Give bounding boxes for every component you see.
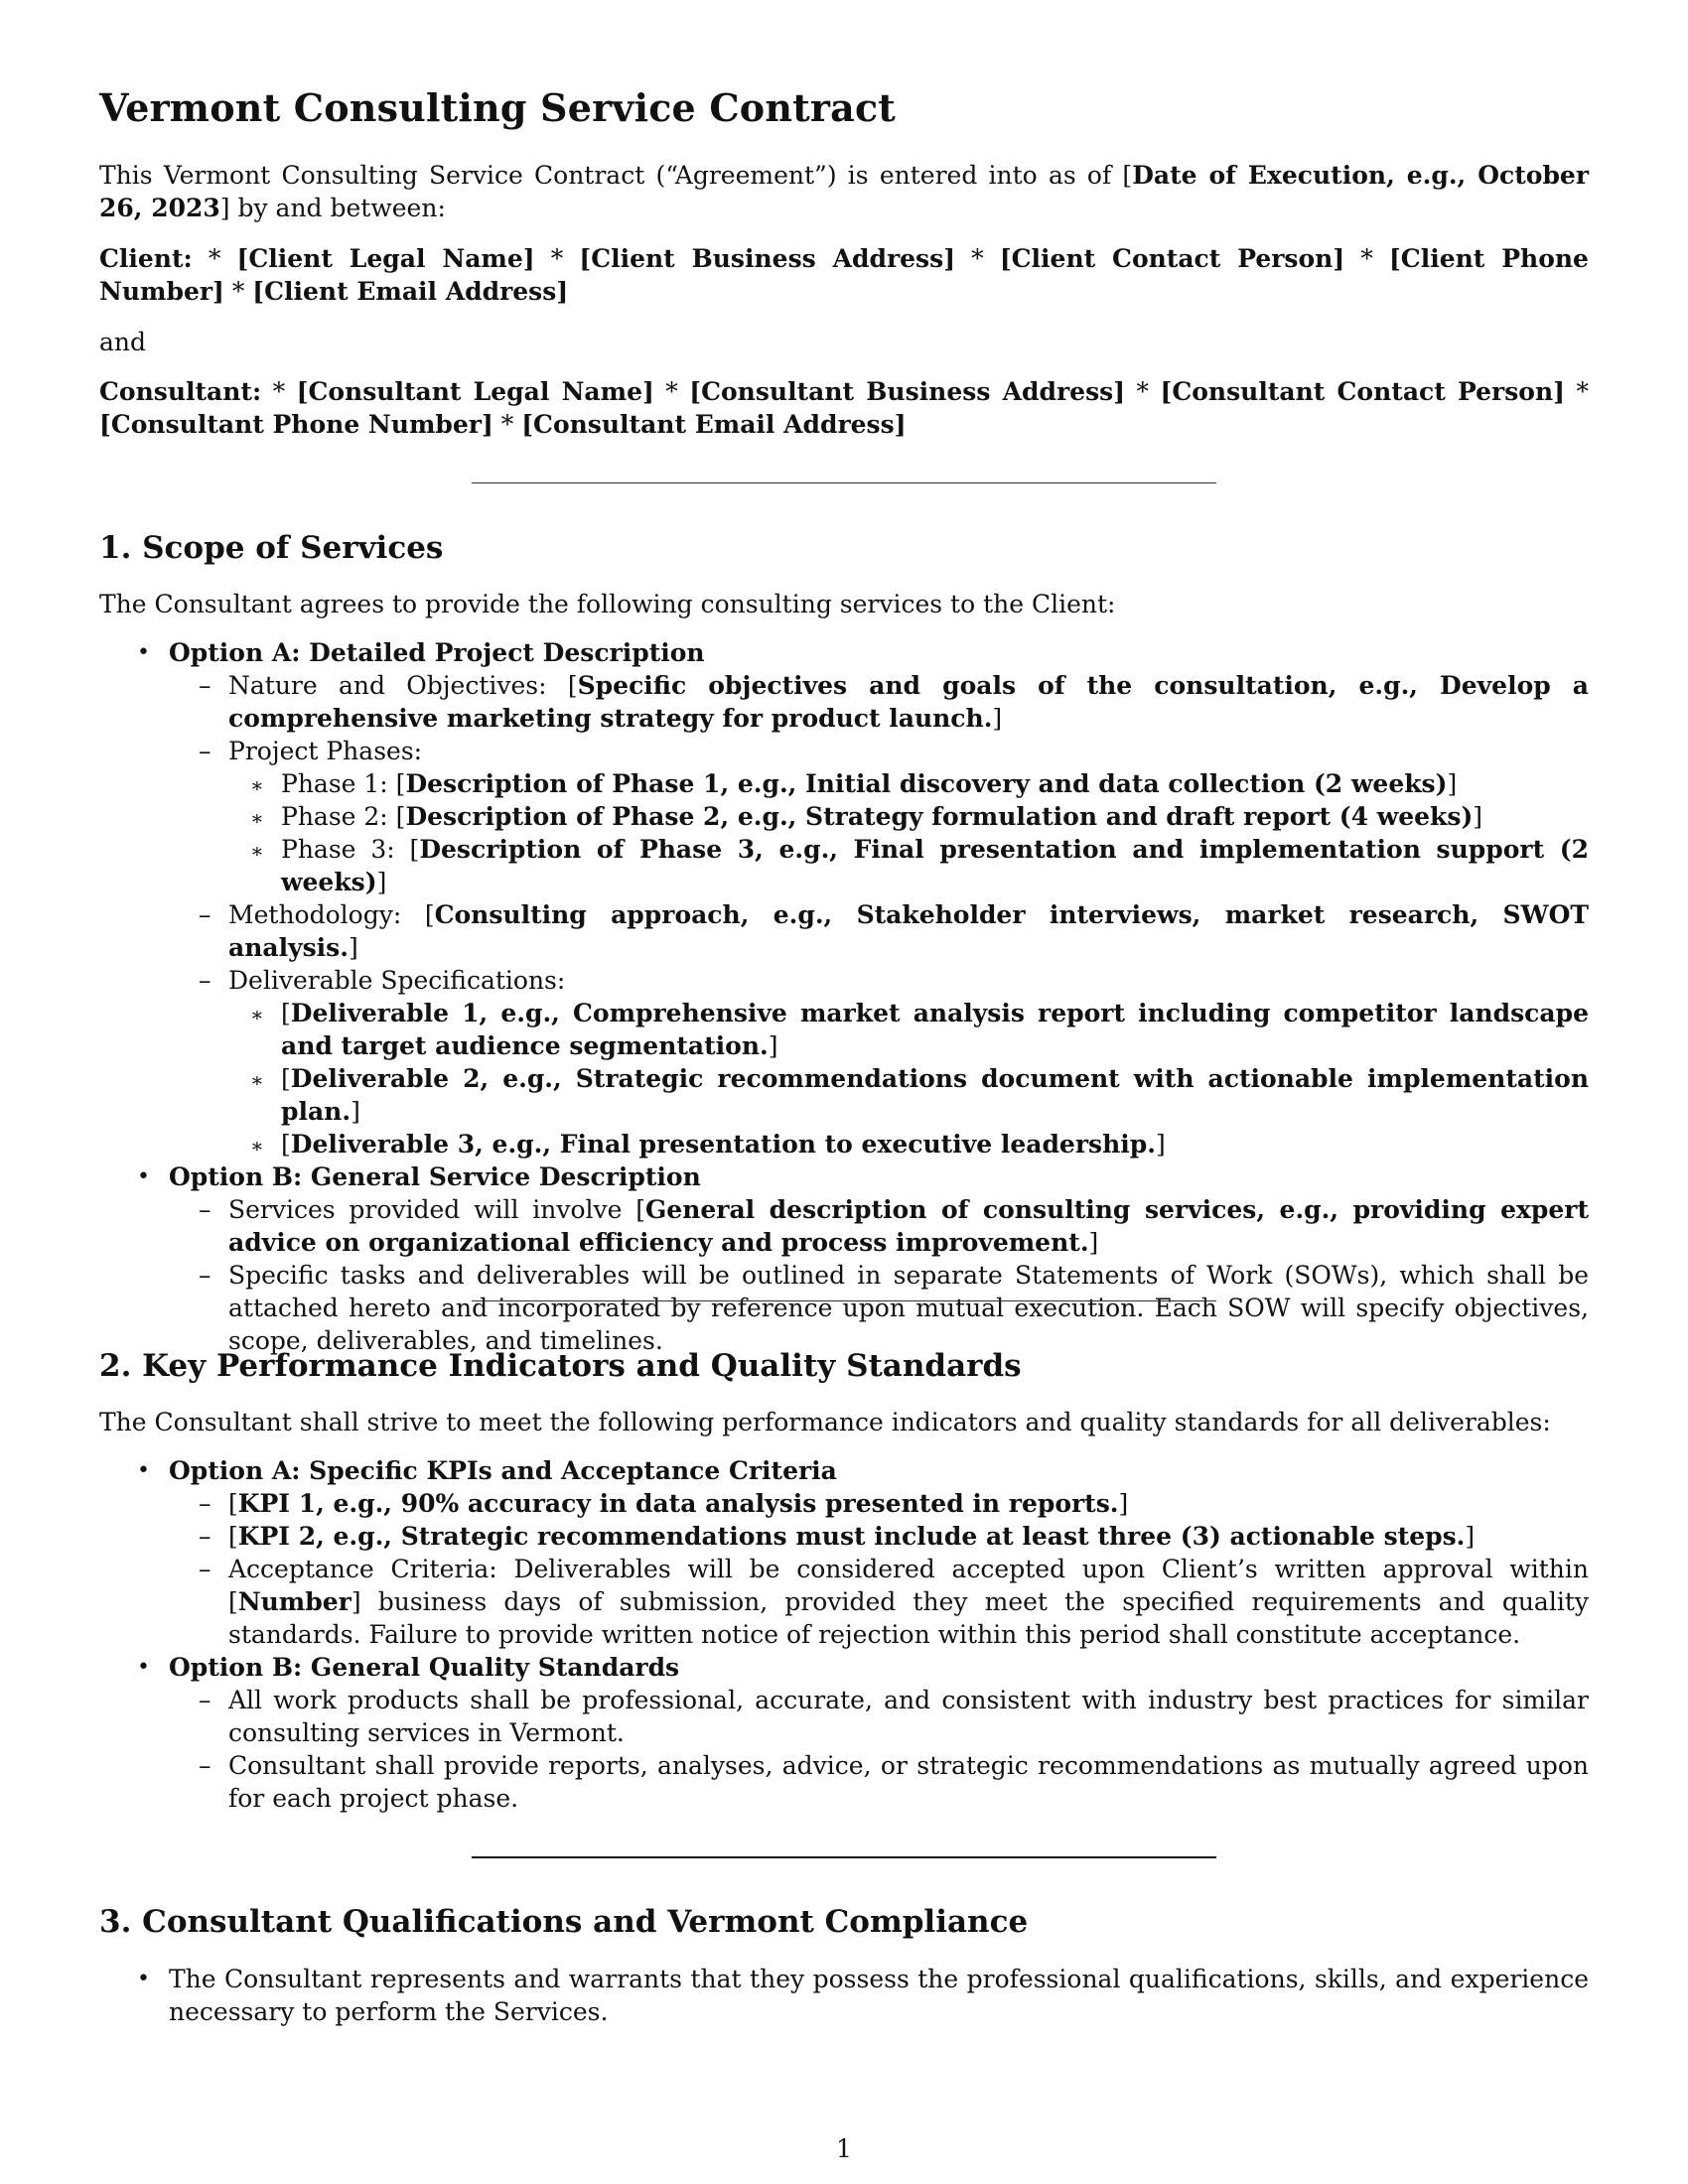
acceptance-item xyxy=(99,1553,1589,1651)
intro-text: This Vermont Consulting Service Contract (“Agreement”) is entered into as of [ xyxy=(99,161,1133,190)
deliverable-item: ∗ [Deliverable 1, e.g., Comprehensive market analysis report including competitor landscape and target audience segmentation.] xyxy=(250,999,1589,1060)
client-block: Client: * [Client Legal Name] * [Client Business Address] * [Client Contact Person] * [Client Phone Number] * [Client Email Address] xyxy=(99,244,1589,306)
client-field: [Client Phone Number] xyxy=(99,244,1589,306)
dash-icon: – xyxy=(199,900,211,929)
dash-icon: – xyxy=(199,1522,211,1551)
dash-icon: – xyxy=(199,1751,211,1780)
dash-icon: – xyxy=(199,1261,211,1290)
consultant-field: [Consultant Email Address] xyxy=(521,410,907,439)
bullet-icon: • xyxy=(137,640,150,665)
bullet-icon: • xyxy=(137,1164,150,1189)
client-field: [Client Email Address] xyxy=(252,277,569,306)
horizontal-rule xyxy=(472,1856,1216,1858)
acceptance-text-end: ] business days of submission, provided they meet the specified requirements and quality standards. Failure to provide written notice of rejection within this period shall constitute acceptance. xyxy=(228,1587,1589,1649)
horizontal-rule xyxy=(472,482,1216,483)
deliverable-value: Deliverable 3, e.g., Final presentation to executive leadership. xyxy=(290,1130,1156,1159)
phase-item: ∗ Phase 1: [Description of Phase 1, e.g., Initial discovery and data collection (2 weeks)] xyxy=(99,767,1589,800)
acceptance-text: Acceptance Criteria: Deliverables will be considered accepted upon Client’s written approval within [ xyxy=(228,1555,1589,1616)
kpi-option-a-item xyxy=(99,1454,1589,1487)
sow-text: Specific tasks and deliverables will be outlined in separate Statements of Work (SOWs), which shall be attached hereto and incorporated by reference upon mutual execution. Each SOW will specify objectives, scope, deliverables, and timelines. xyxy=(228,1261,1589,1355)
asterisk-icon: ∗ xyxy=(250,1003,264,1026)
client-field: [Client Legal Name] xyxy=(236,244,535,273)
kpi-value: KPI 2, e.g., Strategic recommendations must include at least three (3) actionable steps. xyxy=(237,1522,1466,1551)
section-1-lead: The Consultant agrees to provide the following consulting services to the Client: xyxy=(99,590,1116,618)
phase-label: Phase 1: [ xyxy=(281,769,406,798)
qualification-item xyxy=(99,1963,1589,2028)
phase-value: Description of Phase 1, e.g., Initial discovery and data collection (2 weeks) xyxy=(405,769,1448,798)
deliverables-label: Deliverable Specifications: xyxy=(228,966,566,995)
section-3-heading: 3. Consultant Qualifications and Vermont Compliance xyxy=(99,1904,1029,1940)
dash-icon: – xyxy=(199,966,211,995)
kpi-item: – [KPI 2, e.g., Strategic recommendations must include at least three (3) actionable steps.] xyxy=(199,1522,1476,1551)
phase-value: Description of Phase 2, e.g., Strategy formulation and draft report (4 weeks) xyxy=(405,802,1474,831)
asterisk-icon: ∗ xyxy=(250,1068,264,1092)
deliverable-item: ∗ [Deliverable 3, e.g., Final presentation to executive leadership.] xyxy=(99,1128,1589,1160)
phases-label: Project Phases: xyxy=(228,737,423,765)
phase-label: Phase 2: [ xyxy=(281,802,406,831)
dash-icon: – xyxy=(199,1555,211,1583)
option-b-item xyxy=(99,1160,1589,1193)
quality-item xyxy=(99,1684,1589,1749)
quality-text: Consultant shall provide reports, analyses, advice, or strategic recommendations as mutually agreed upon for each project phase. xyxy=(228,1751,1589,1813)
intro-text-end: ] by and between: xyxy=(219,194,446,222)
phases-item xyxy=(99,735,1589,767)
deliverable-value: Deliverable 1, e.g., Comprehensive market analysis report including competitor landscape and target audience segmentation. xyxy=(281,999,1589,1060)
option-a-title: Option A: Detailed Project Description xyxy=(169,638,705,667)
section-1-heading: 1. Scope of Services xyxy=(99,530,444,566)
page-number: 1 xyxy=(836,2134,852,2163)
section-2-list xyxy=(99,1454,1589,1815)
services-value: General description of consulting services, e.g., providing expert advice on organizational efficiency and process improvement. xyxy=(228,1195,1589,1257)
consultant-block: Consultant: * [Consultant Legal Name] * [Consultant Business Address] * [Consultant Contact Person] * [Consultant Phone Number] * [Consultant Email Address] xyxy=(99,377,1589,439)
bullet-icon: • xyxy=(137,1655,150,1680)
phase-item: ∗ Phase 3: [Description of Phase 3, e.g., Final presentation and implementation support (2 weeks)] xyxy=(250,835,1589,896)
intro-paragraph xyxy=(99,159,1589,224)
bullet-icon: • xyxy=(137,1967,150,1991)
dash-icon: – xyxy=(199,671,211,700)
acceptance-number: Number xyxy=(237,1587,352,1616)
consultant-field: [Consultant Legal Name] xyxy=(296,377,654,406)
client-field: [Client Contact Person] xyxy=(999,244,1345,273)
deliverable-item: ∗ [Deliverable 2, e.g., Strategic recommendations document with actionable implementation plan.] xyxy=(250,1064,1589,1126)
nature-item: – Nature and Objectives: [Specific objectives and goals of the consultation, e.g., Develop a comprehensive marketing strategy for product launch.] xyxy=(199,671,1589,733)
bullet-icon: • xyxy=(137,1458,150,1483)
kpi-option-b-title: Option B: General Quality Standards xyxy=(169,1653,680,1682)
kpi-option-b-item xyxy=(99,1651,1589,1684)
consultant-field: [Consultant Phone Number] xyxy=(99,410,493,439)
kpi-value: KPI 1, e.g., 90% accuracy in data analysis presented in reports. xyxy=(237,1489,1119,1518)
and-text: and xyxy=(99,328,147,356)
dash-icon: – xyxy=(199,1489,211,1518)
deliverable-value: Deliverable 2, e.g., Strategic recommendations document with actionable implementation plan. xyxy=(281,1064,1589,1126)
phase-label: Phase 3: [ xyxy=(281,835,420,864)
nature-value: Specific objectives and goals of the consultation, e.g., Develop a comprehensive marketing strategy for product launch. xyxy=(228,671,1589,733)
consultant-label: Consultant: xyxy=(99,377,262,406)
section-2-heading: 2. Key Performance Indicators and Quality Standards xyxy=(99,1348,1022,1384)
methodology-value: Consulting approach, e.g., Stakeholder interviews, market research, SWOT analysis. xyxy=(228,900,1589,962)
section-2-lead: The Consultant shall strive to meet the following performance indicators and quality standards for all deliverables: xyxy=(99,1408,1551,1436)
services-label: Services provided will involve [ xyxy=(228,1195,645,1224)
horizontal-rule xyxy=(472,1300,1216,1301)
sow-item xyxy=(99,1259,1589,1357)
consultant-field: [Consultant Contact Person] xyxy=(1160,377,1565,406)
dash-icon: – xyxy=(199,1195,211,1224)
option-a-item xyxy=(99,636,1589,669)
asterisk-icon: ∗ xyxy=(250,1134,264,1158)
date-placeholder: Date of Execution, e.g., October 26, 2023 xyxy=(99,161,1590,222)
asterisk-icon: ∗ xyxy=(250,806,264,830)
client-label: Client: xyxy=(99,244,193,273)
asterisk-icon: ∗ xyxy=(250,839,264,863)
methodology-item: – Methodology: [Consulting approach, e.g., Stakeholder interviews, market research, SWOT analysis.] xyxy=(199,900,1589,962)
quality-text: All work products shall be professional, accurate, and consistent with industry best practices for similar consulting services in Vermont. xyxy=(228,1686,1589,1747)
section-1-list xyxy=(99,636,1589,1357)
methodology-label: Methodology: [ xyxy=(228,900,435,929)
qualification-text: The Consultant represents and warrants that they possess the professional qualifications, skills, and experience necessary to perform the Services. xyxy=(169,1965,1589,2026)
document-title: Vermont Consulting Service Contract xyxy=(99,85,897,130)
client-field: [Client Business Address] xyxy=(579,244,956,273)
services-item: – Services provided will involve [General description of consulting services, e.g., providing expert advice on organizational efficiency and process improvement.] xyxy=(199,1195,1589,1257)
asterisk-icon: ∗ xyxy=(250,773,264,797)
dash-icon: – xyxy=(199,1686,211,1714)
phase-value: Description of Phase 3, e.g., Final presentation and implementation support (2 weeks) xyxy=(281,835,1589,896)
deliverables-item xyxy=(99,964,1589,997)
phase-item: ∗ Phase 2: [Description of Phase 2, e.g., Strategy formulation and draft report (4 weeks)] xyxy=(99,800,1589,833)
quality-item xyxy=(99,1749,1589,1815)
kpi-option-a-title: Option A: Specific KPIs and Acceptance Criteria xyxy=(169,1456,837,1485)
section-3-list xyxy=(99,1963,1589,2028)
dash-icon: – xyxy=(199,737,211,765)
kpi-item: – [KPI 1, e.g., 90% accuracy in data analysis presented in reports.] xyxy=(199,1489,1129,1518)
option-b-title: Option B: General Service Description xyxy=(169,1162,701,1191)
consultant-field: [Consultant Business Address] xyxy=(689,377,1126,406)
nature-label: Nature and Objectives: [ xyxy=(228,671,578,700)
